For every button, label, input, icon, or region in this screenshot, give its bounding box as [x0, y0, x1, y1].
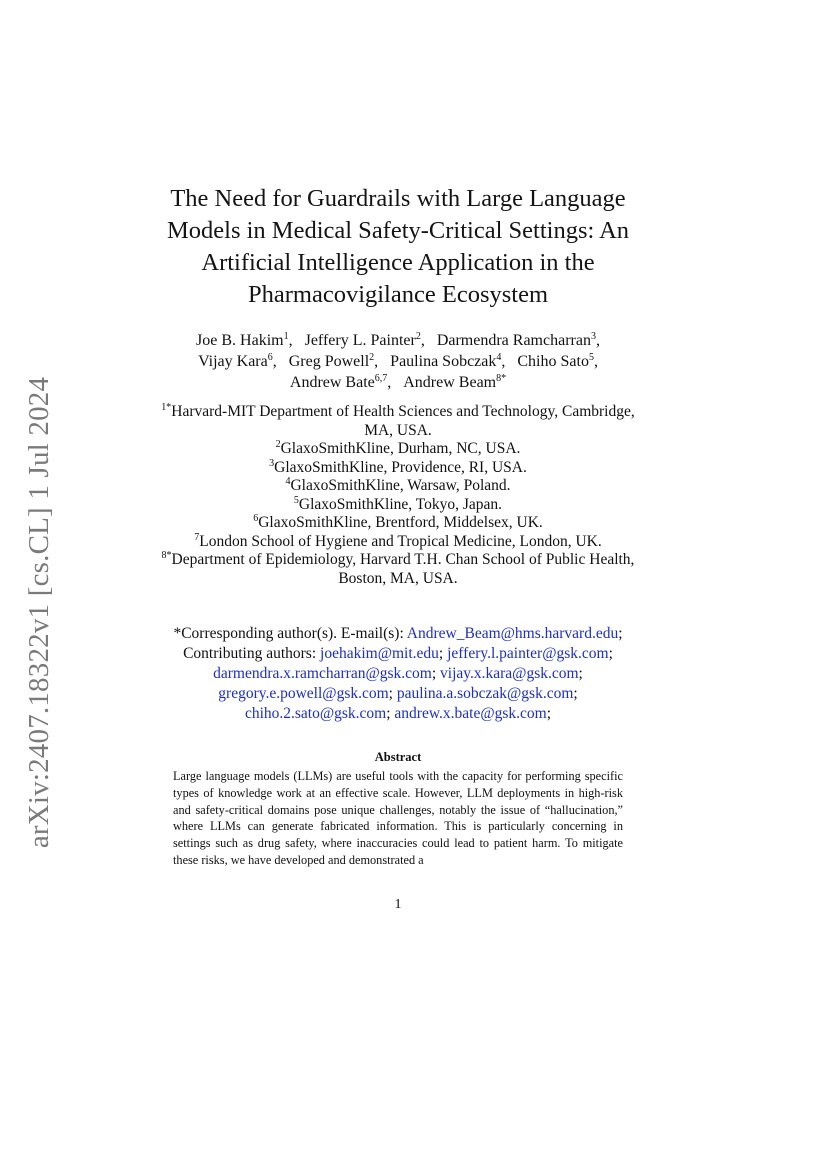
affiliation-item [150, 496, 646, 515]
author-item: Andrew Bate$^{6,7}$, [289, 373, 392, 391]
contributing-emails-line [150, 664, 646, 684]
affiliation-list [150, 403, 646, 588]
corresponding-label: *Corresponding author(s). E-mail(s): [173, 625, 407, 642]
contributing-email-link[interactable]: gregory.e.powell@gsk.com [218, 685, 389, 702]
author-name: Greg Powell [288, 353, 370, 370]
abstract-body: Large language models (LLMs) are useful tools with the capacity for performing specific types of knowledge work at an effective scale. However, LLM deployments in high-risk and safety-critical domains pose unique challenges, notably the issue of “hallucination,” where LLMs can generate fabricated information. This is particularly concerning in settings such as drug safety, where inaccuracies could lead to patient harm. To mitigate these risks, we have developed and demonstrated a [173, 769, 623, 867]
author-item: Greg Powell$^2$, [288, 352, 379, 370]
contributing-email-link[interactable]: andrew.x.bate@gsk.com [394, 705, 547, 722]
author-affiliation-mark: 2 [369, 352, 375, 363]
affiliation-item [150, 459, 646, 478]
contributing-email-link[interactable]: vijay.x.kara@gsk.com [440, 665, 579, 682]
contributing-emails-line [150, 704, 646, 724]
affiliation-item [150, 514, 646, 533]
affiliation-mark: 7 [194, 531, 200, 543]
email-separator: ; [386, 705, 391, 722]
affiliation-item [150, 440, 646, 459]
author-line [150, 330, 646, 351]
affiliation-text: GlaxoSmithKline, Durham, NC, USA. [280, 440, 521, 457]
affiliation-item [150, 533, 646, 552]
author-affiliation-mark: 6,7 [374, 373, 388, 384]
author-affiliation-mark: 1 [283, 331, 289, 342]
contributing-authors-line [150, 644, 646, 664]
author-line [150, 351, 646, 372]
author-item [403, 374, 506, 391]
affiliation-mark: 1* [161, 402, 172, 413]
author-affiliation-mark: 3 [590, 331, 596, 342]
author-affiliation-mark: 6 [267, 352, 273, 363]
page-number: 1 [394, 897, 402, 912]
affiliation-text: GlaxoSmithKline, Warsaw, Poland. [290, 477, 511, 494]
affiliation-text: Department of Epidemiology, Harvard T.H. Chan School of Public Health, Boston, MA, USA. [171, 551, 635, 587]
affiliation-mark: 6 [253, 513, 259, 524]
affiliation-text: London School of Hygiene and Tropical Medicine, London, UK. [199, 532, 602, 550]
contributing-email-link[interactable]: paulina.a.sobczak@gsk.com [396, 685, 574, 702]
author-name: Andrew Bate [289, 374, 375, 391]
arxiv-identifier-stamp [20, 376, 60, 849]
author-affiliation-mark: 4 [496, 352, 502, 363]
affiliation-text: GlaxoSmithKline, Providence, RI, USA. [274, 458, 527, 476]
contributing-email-link[interactable]: jeffery.l.painter@gsk.com [447, 645, 609, 662]
author-item: Darmendra Ramcharran$^3$, [436, 331, 600, 349]
author-item: Chiho Sato$^5$, [517, 352, 598, 370]
author-name: Darmendra Ramcharran [436, 332, 591, 349]
abstract-heading: Abstract [374, 750, 422, 764]
corresponding-email-link[interactable]: Andrew_Beam@hms.harvard.edu [406, 625, 619, 642]
author-name: Jeffery L. Painter [304, 332, 416, 349]
author-affiliation-mark: 5 [588, 352, 594, 363]
email-separator: ; [431, 665, 437, 682]
affiliation-text: Harvard-MIT Department of Health Sciences and Technology, Cambridge, MA, USA. [171, 403, 635, 439]
author-name: Joe B. Hakim [196, 332, 284, 349]
email-separator: ; [618, 625, 623, 642]
author-list [150, 330, 646, 393]
email-separator: ; [573, 685, 578, 702]
author-affiliation-mark: 8* [496, 373, 507, 384]
title-line: Artificial Intelligence Application in the [201, 249, 595, 276]
contributing-emails-line [150, 684, 646, 704]
email-separator: ; [388, 685, 393, 702]
affiliation-mark: 4 [285, 476, 291, 487]
affiliation-item [150, 551, 646, 588]
affiliation-item [150, 403, 646, 440]
author-item: Jeffery L. Painter$^2$, [304, 331, 425, 349]
affiliation-text: GlaxoSmithKline, Tokyo, Japan. [298, 495, 503, 513]
contributing-email-link[interactable]: joehakim@mit.edu [320, 645, 439, 662]
contributing-email-link[interactable]: darmendra.x.ramcharran@gsk.com [213, 665, 432, 682]
email-separator: ; [578, 665, 583, 682]
affiliation-text: GlaxoSmithKline, Brentford, Middelsex, UK. [258, 514, 543, 531]
title-line: The Need for Guardrails with Large Language [170, 185, 626, 212]
arxiv-identifier-text: arXiv:2407.18322v1 [cs.CL] 1 Jul 2024 [23, 376, 56, 849]
author-line [150, 372, 646, 393]
contributing-email-link[interactable]: chiho.2.sato@gsk.com [244, 705, 387, 722]
contact-block [150, 624, 646, 724]
author-name: Vijay Kara [198, 353, 268, 370]
author-item: Paulina Sobczak$^4$, [390, 352, 506, 370]
corresponding-author-line [150, 624, 646, 644]
affiliation-mark: 8* [161, 550, 172, 561]
affiliation-item [150, 477, 646, 496]
email-separator: ; [608, 645, 613, 662]
author-name: Chiho Sato [517, 353, 589, 370]
affiliation-mark: 5 [293, 494, 299, 506]
paper-title [150, 183, 646, 311]
affiliation-mark: 2 [275, 439, 281, 450]
author-name: Andrew Beam [403, 374, 497, 391]
title-line: Pharmacovigilance Ecosystem [247, 281, 549, 308]
author-item: Vijay Kara$^6$, [198, 352, 277, 370]
title-line: Models in Medical Safety-Critical Settings: An [166, 217, 630, 244]
email-separator: ; [546, 705, 552, 722]
author-name: Paulina Sobczak [390, 353, 497, 370]
author-affiliation-mark: 2 [415, 331, 421, 342]
affiliation-mark: 3 [269, 457, 275, 469]
author-item: Joe B. Hakim$^1$, [196, 331, 293, 349]
contributing-label: Contributing authors: [183, 645, 321, 662]
email-separator: ; [438, 645, 444, 662]
